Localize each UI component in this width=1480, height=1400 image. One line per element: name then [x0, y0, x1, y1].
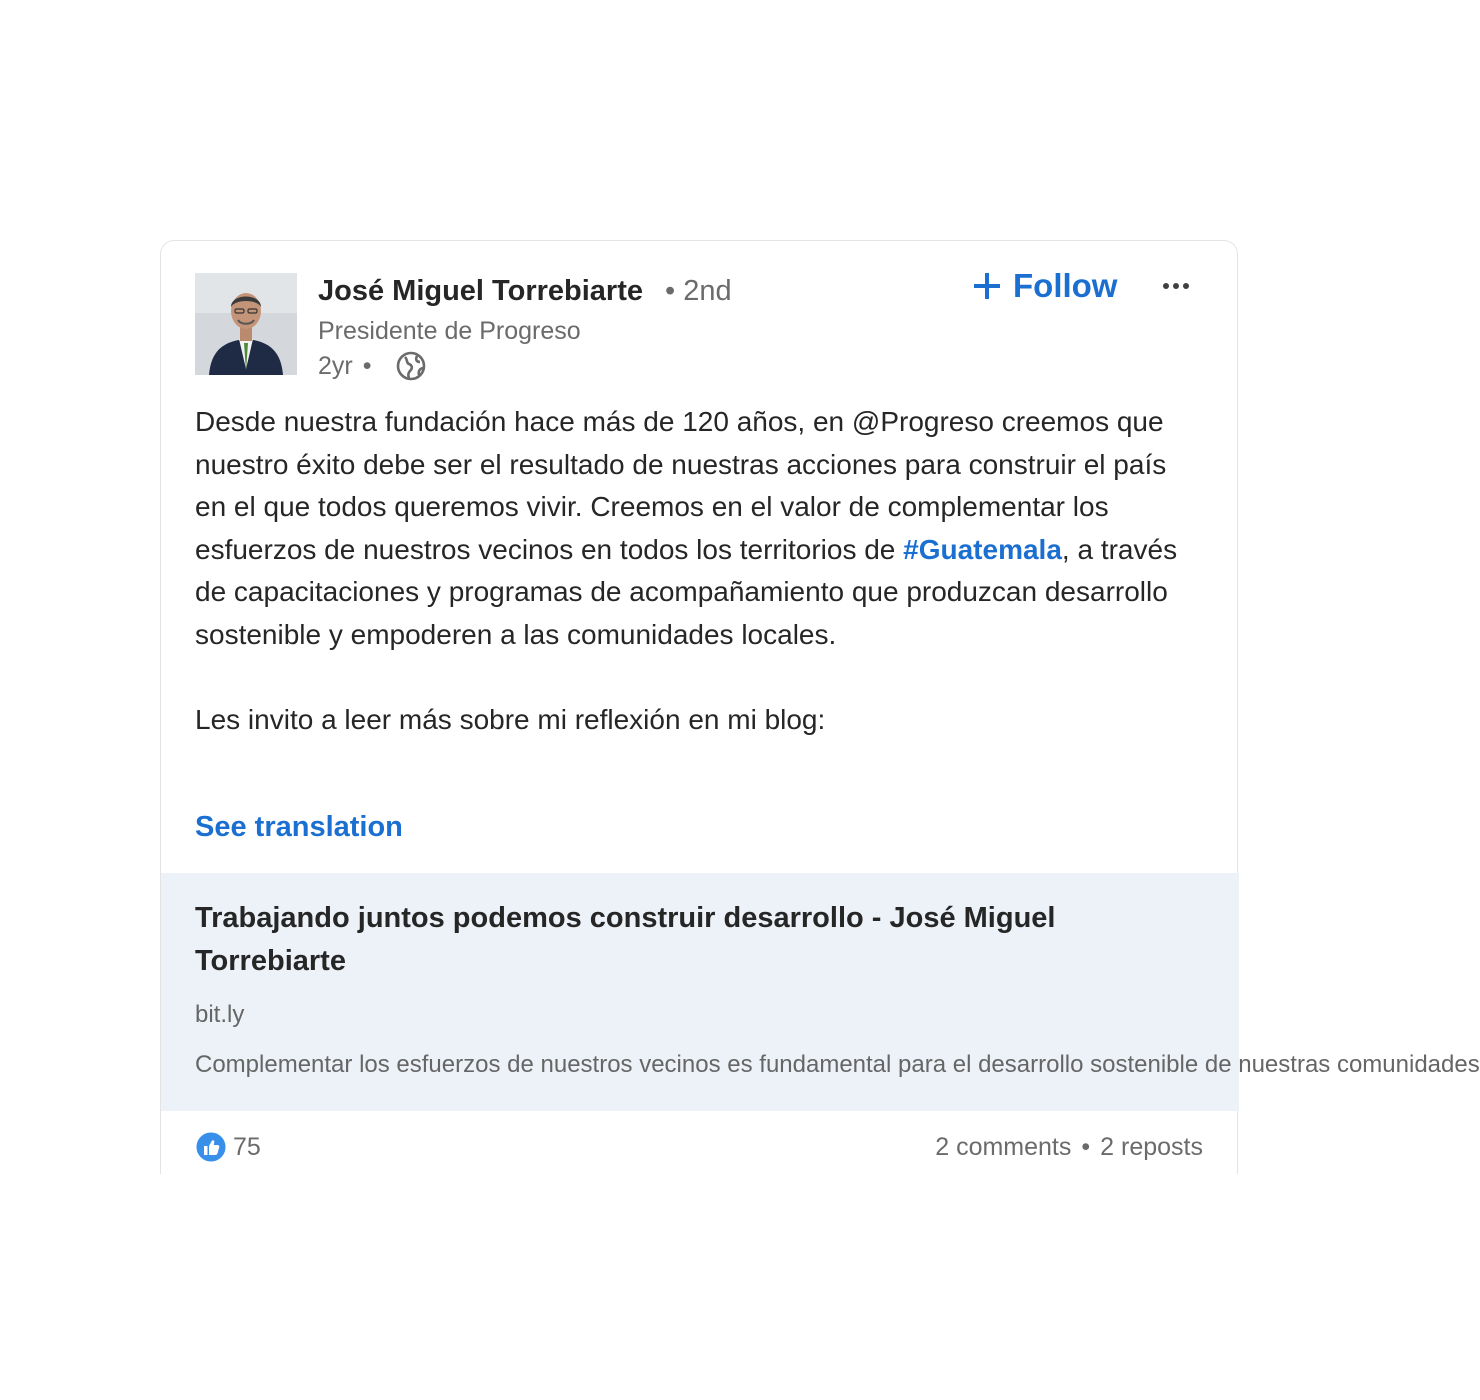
engagement-separator: •	[1081, 1132, 1091, 1161]
globe-icon	[396, 351, 426, 381]
post-text-part: Desde nuestra fundación hace más de 120 años, en @Progreso creemos que nuestro éxito debe ser el resultado de nuestras acciones para construir el país en el que todos queremos vivir. Creemos en el valor de complementar los esfuerzos de nuestros vecinos en todos los territorios de	[195, 406, 1167, 565]
follow-label: Follow	[1013, 267, 1118, 304]
author-name[interactable]: José Miguel Torrebiarte	[318, 275, 643, 307]
more-options-icon[interactable]	[1157, 269, 1197, 303]
link-preview-description: Complementar los esfuerzos de nuestros vecinos es fundamental para el desarrollo sostenible de nuestras comunidades	[195, 1051, 1480, 1078]
post-paragraph: Les invito a leer más sobre mi reflexión en mi blog:	[195, 703, 826, 735]
avatar-photo	[195, 273, 297, 375]
plus-icon	[973, 272, 1001, 300]
reposts-count[interactable]: 2 reposts	[1100, 1132, 1203, 1161]
social-counts	[161, 1127, 1239, 1167]
author-headline: Presidente de Progreso	[318, 317, 581, 345]
see-translation-link[interactable]: See translation	[195, 811, 403, 843]
post-meta	[318, 349, 426, 383]
author-avatar[interactable]	[195, 273, 297, 375]
engagement-counts	[935, 1127, 1203, 1167]
paragraph-gap	[195, 656, 1195, 699]
link-preview-card[interactable]	[161, 873, 1480, 1111]
comments-count[interactable]: 2 comments	[935, 1132, 1072, 1161]
post-time: 2yr	[318, 351, 353, 380]
link-preview-title[interactable]: Trabajando juntos podemos construir desarrollo - José Miguel Torrebiarte	[195, 902, 1056, 977]
follow-button[interactable]	[973, 263, 1117, 309]
reaction-count: 75	[233, 1132, 261, 1161]
post-card	[160, 240, 1480, 1174]
reactions-summary[interactable]	[195, 1127, 261, 1167]
link-preview-domain: bit.ly	[195, 1001, 245, 1028]
like-icon	[195, 1131, 227, 1163]
meta-separator: •	[362, 351, 372, 380]
hashtag-link[interactable]: #Guatemala	[903, 533, 1062, 565]
post-paragraph	[195, 401, 1195, 656]
connection-degree: • 2nd	[665, 275, 732, 307]
post-text	[195, 401, 1195, 741]
post-text-part: , a través de capacitaciones y programas de acompañamiento que produzcan desarrollo sostenible y empoderen a las comunidades locales.	[195, 533, 1178, 650]
